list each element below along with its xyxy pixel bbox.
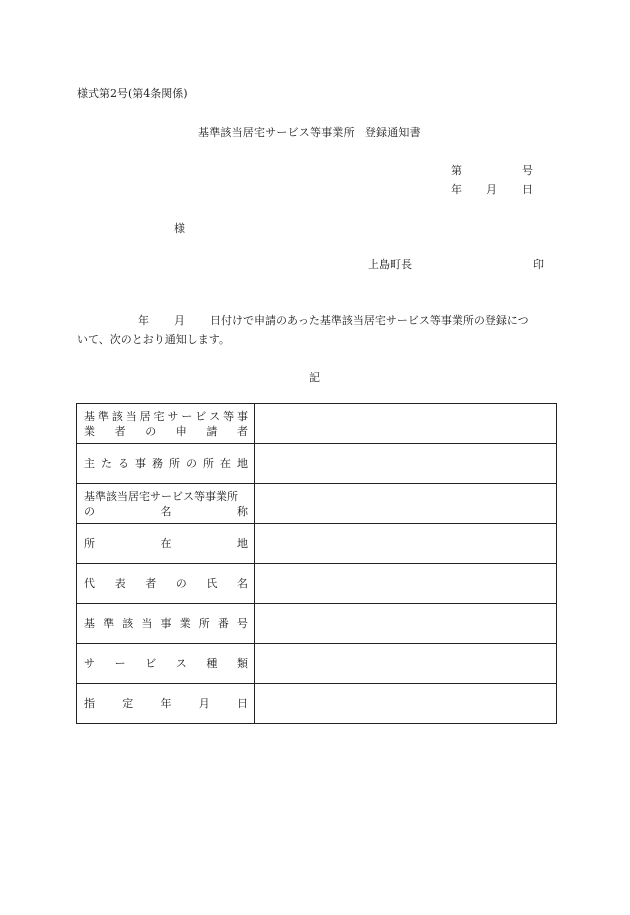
document-title xyxy=(198,124,421,140)
label-glyph: 地 xyxy=(237,457,248,470)
label-glyph: 在 xyxy=(160,537,172,550)
label-glyph: 番 xyxy=(217,617,229,630)
label-glyph: た xyxy=(101,457,112,470)
label-glyph: 者 xyxy=(145,577,157,590)
label-glyph: 宅 xyxy=(153,409,165,423)
row-label xyxy=(77,564,255,604)
label-glyph: 基 xyxy=(84,409,95,423)
row-label-line xyxy=(84,504,248,519)
label-glyph: る xyxy=(118,457,129,470)
document-number-label: 第 xyxy=(451,164,462,177)
label-glyph: 代 xyxy=(84,577,95,590)
row-label-line xyxy=(84,424,248,439)
label-glyph: 基準該当居宅サービス等事業所 xyxy=(84,489,238,503)
label-glyph: の xyxy=(175,577,187,590)
row-label xyxy=(77,404,255,444)
label-glyph: の xyxy=(145,424,157,438)
label-glyph: 者 xyxy=(114,424,126,438)
label-glyph: 種 xyxy=(206,657,218,670)
row-label-line xyxy=(84,409,248,424)
date-month-label: 月 xyxy=(486,183,497,196)
table-row xyxy=(77,404,557,444)
row-label-line xyxy=(84,656,248,671)
label-glyph: 在 xyxy=(220,457,231,470)
row-label xyxy=(77,444,255,484)
row-label xyxy=(77,644,255,684)
label-glyph: 該 xyxy=(122,617,134,630)
label-glyph: 号 xyxy=(237,617,248,630)
label-glyph: 日 xyxy=(237,697,248,710)
table-row xyxy=(77,524,557,564)
label-glyph: サ xyxy=(167,409,179,423)
label-glyph: 該 xyxy=(111,409,123,423)
label-glyph: 定 xyxy=(122,697,134,710)
row-value-field[interactable] xyxy=(255,644,557,684)
date-day-label: 日 xyxy=(522,183,533,196)
row-value-field[interactable] xyxy=(255,484,557,524)
label-glyph: 業 xyxy=(84,424,95,438)
title-sub: 登録通知書 xyxy=(364,126,421,139)
label-glyph: 所 xyxy=(84,537,95,550)
row-value-field[interactable] xyxy=(255,604,557,644)
form-number: 様式第2号(第4条関係) xyxy=(77,87,188,100)
label-glyph: 当 xyxy=(125,409,137,423)
label-glyph: 準 xyxy=(97,409,109,423)
label-glyph: 事 xyxy=(160,617,172,630)
label-glyph: 事 xyxy=(236,409,248,423)
label-glyph: 地 xyxy=(237,537,248,550)
table-row xyxy=(77,604,557,644)
label-glyph: の xyxy=(186,457,197,470)
row-label xyxy=(77,604,255,644)
row-label-line xyxy=(84,616,248,631)
addressee-honorific: 様 xyxy=(174,222,185,235)
label-glyph: 申 xyxy=(175,424,187,438)
label-glyph: 指 xyxy=(84,697,95,710)
label-glyph: 年 xyxy=(160,697,172,710)
label-glyph: 事 xyxy=(135,457,146,470)
row-value-field[interactable] xyxy=(255,404,557,444)
title-main: 基準該当居宅サービス等事業所 xyxy=(198,126,355,139)
label-glyph: 所 xyxy=(198,617,210,630)
row-label-line xyxy=(84,576,248,591)
date-year-label: 年 xyxy=(451,183,462,196)
seal-mark: 印 xyxy=(533,258,544,271)
document-number-suffix: 号 xyxy=(522,164,533,177)
row-value-field[interactable] xyxy=(255,444,557,484)
body-month-label: 月 xyxy=(174,314,185,327)
row-label xyxy=(77,684,255,724)
label-glyph: の xyxy=(84,504,95,518)
row-label xyxy=(77,524,255,564)
row-value-field[interactable] xyxy=(255,524,557,564)
label-glyph: 名 xyxy=(160,504,172,518)
label-glyph: 当 xyxy=(141,617,153,630)
row-label-line xyxy=(84,536,248,551)
label-glyph: 準 xyxy=(103,617,115,630)
label-glyph: ー xyxy=(181,409,193,423)
label-glyph: 者 xyxy=(236,424,248,438)
label-glyph: サ xyxy=(84,657,95,670)
label-glyph: 務 xyxy=(152,457,163,470)
row-label-line xyxy=(84,456,248,471)
label-glyph: 称 xyxy=(237,504,248,518)
label-glyph: 基 xyxy=(84,617,95,630)
row-value-field[interactable] xyxy=(255,564,557,604)
table-row xyxy=(77,684,557,724)
label-glyph: 居 xyxy=(139,409,151,423)
table-row xyxy=(77,484,557,524)
row-label xyxy=(77,484,255,524)
label-glyph: 氏 xyxy=(206,577,218,590)
table-row xyxy=(77,444,557,484)
row-value-field[interactable] xyxy=(255,684,557,724)
label-glyph: ス xyxy=(209,409,221,423)
row-label-line xyxy=(84,696,248,711)
body-text-line2: いて、次のとおり通知します。 xyxy=(77,333,230,346)
label-glyph: 業 xyxy=(179,617,191,630)
label-glyph: 表 xyxy=(114,577,126,590)
label-glyph: ス xyxy=(175,657,187,670)
table-row xyxy=(77,564,557,604)
label-glyph: 請 xyxy=(206,424,218,438)
row-label-line xyxy=(84,489,248,504)
label-glyph: ビ xyxy=(145,657,157,670)
body-text-line1: 日付けで申請のあった基準該当居宅サービス等事業所の登録につ xyxy=(210,314,529,327)
label-glyph: 主 xyxy=(84,457,95,470)
body-year-label: 年 xyxy=(138,314,149,327)
label-glyph: 所 xyxy=(169,457,180,470)
label-glyph: ー xyxy=(114,657,126,670)
note-heading: 記 xyxy=(309,371,320,384)
issuer-name: 上島町長 xyxy=(368,258,412,271)
label-glyph: 名 xyxy=(236,577,248,590)
label-glyph: 月 xyxy=(198,697,210,710)
label-glyph: 所 xyxy=(203,457,214,470)
label-glyph: ビ xyxy=(195,409,207,423)
table-row xyxy=(77,644,557,684)
registration-details-table xyxy=(76,403,557,724)
label-glyph: 等 xyxy=(223,409,235,423)
label-glyph: 類 xyxy=(236,657,248,670)
